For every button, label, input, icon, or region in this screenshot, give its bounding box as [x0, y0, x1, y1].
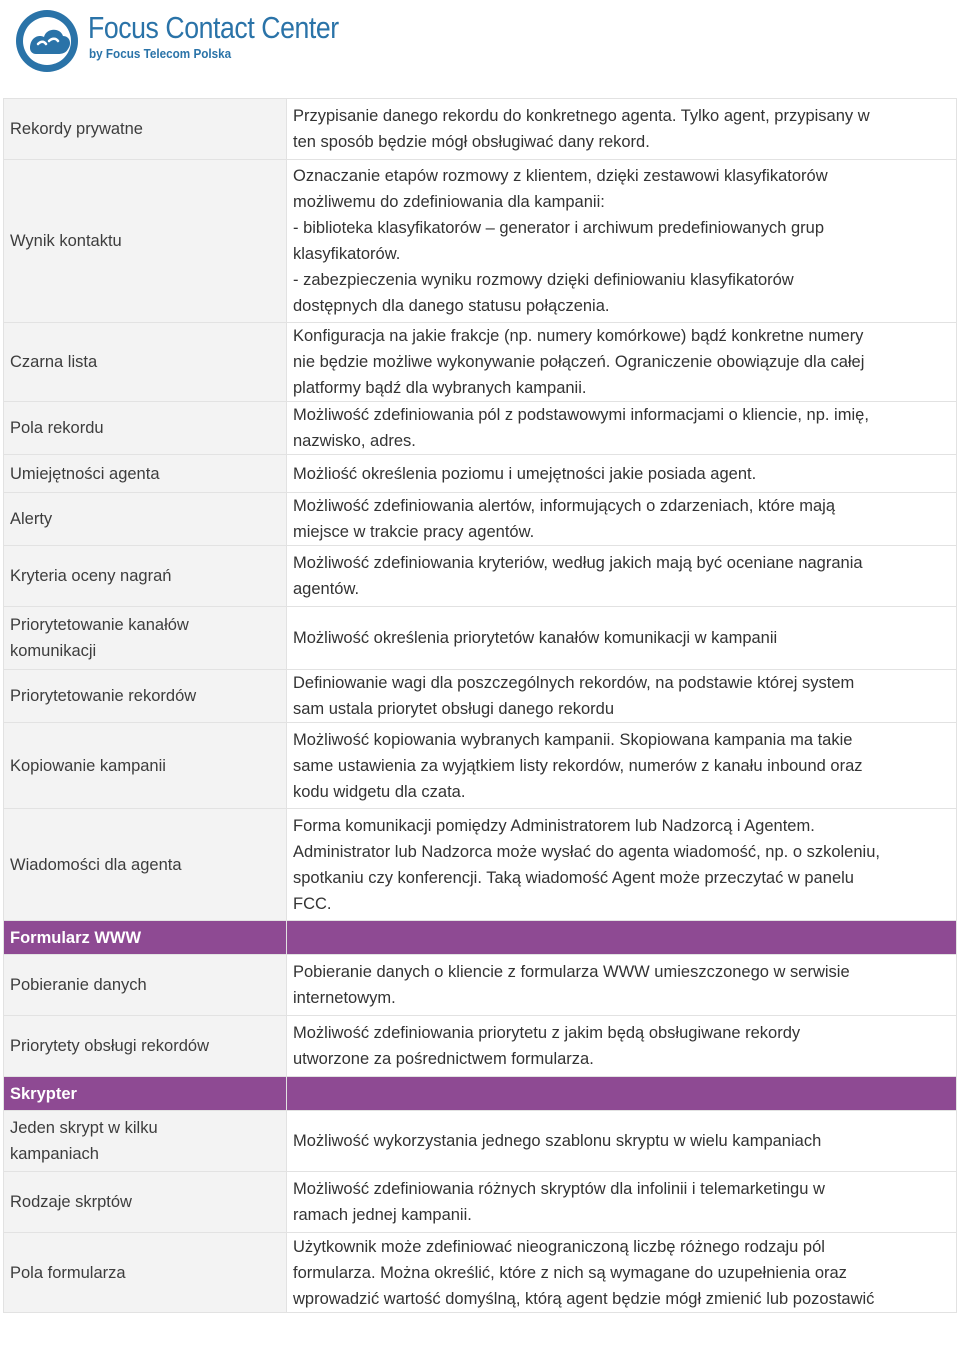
- feature-name: Rodzaje skrptów: [4, 1172, 287, 1233]
- description-line: spotkaniu czy konferencji. Taką wiadomość Agent może przeczytać w panelu: [293, 868, 854, 887]
- section-row: [4, 921, 957, 955]
- feature-name: [4, 607, 287, 670]
- feature-description: [287, 546, 957, 607]
- section-bar: [287, 1077, 957, 1111]
- table-row: [4, 809, 957, 921]
- description-line: Możliwość zdefiniowania pól z podstawowymi informacjami o kliencie, np. imię,: [293, 406, 869, 424]
- description-line: nazwisko, adres.: [293, 432, 416, 450]
- table-row: [4, 1111, 957, 1172]
- description-line: Możliwość zdefiniowania różnych skryptów dla infolinii i telemarketingu w: [293, 1180, 825, 1198]
- description-line: Możliwość zdefiniowania alertów, informujących o zdarzeniach, które mają: [293, 497, 835, 515]
- feature-name: Alerty: [4, 493, 287, 546]
- feature-description: [287, 402, 957, 455]
- feature-name: Rekordy prywatne: [4, 99, 287, 160]
- feature-name: Kryteria oceny nagrań: [4, 546, 287, 607]
- table-row: [4, 607, 957, 670]
- feature-description: [287, 99, 957, 160]
- feature-name: Pola formularza: [4, 1233, 287, 1313]
- feature-name: Wynik kontaktu: [4, 160, 287, 323]
- feature-description: [287, 1172, 957, 1233]
- description-line: ramach jednej kampanii.: [293, 1206, 472, 1224]
- page-header: [0, 0, 960, 90]
- description-line: - biblioteka klasyfikatorów – generator i archiwum predefiniowanych grup: [293, 219, 825, 237]
- feature-name-line: Priorytetowanie kanałów: [10, 616, 189, 634]
- description-line: sam ustala priorytet obsługi danego rekordu: [293, 700, 615, 718]
- section-bar: [287, 921, 957, 955]
- brand-name: Focus Contact Center: [88, 10, 339, 45]
- description-line: Możliwość wykorzystania jednego szablonu skryptu w wielu kampaniach: [293, 1132, 822, 1150]
- table-row: [4, 493, 957, 546]
- feature-name: Priorytety obsługi rekordów: [4, 1016, 287, 1077]
- description-line: ten sposób będzie mógł obsługiwać dany rekord.: [293, 133, 650, 151]
- feature-name: Pola rekordu: [4, 402, 287, 455]
- table-row: [4, 1016, 957, 1077]
- description-line: agentów.: [293, 580, 360, 598]
- feature-name: Wiadomości dla agenta: [4, 809, 287, 921]
- description-line: miejsce w trakcie pracy agentów.: [293, 523, 535, 541]
- feature-name: [4, 1111, 287, 1172]
- feature-name: Umiejętności agenta: [4, 455, 287, 493]
- description-line: internetowym.: [293, 989, 396, 1007]
- feature-description: [287, 493, 957, 546]
- description-line: Konfiguracja na jakie frakcje (np. numery komórkowe) bądź konkretne numery: [293, 327, 864, 345]
- description-line: Pobieranie danych o kliencie z formularza WWW umieszczonego w serwisie: [293, 963, 850, 981]
- feature-description: [287, 160, 957, 323]
- description-line: wprowadzić wartość domyślną, którą agent będzie mógł zmienić lub pozostawić: [293, 1289, 875, 1308]
- table-row: [4, 99, 957, 160]
- feature-name-line: Jeden skrypt w kilku: [10, 1119, 158, 1137]
- description-line: dostępnych dla danego statusu połączenia.: [293, 297, 610, 315]
- description-line: Użytkownik może zdefiniować nieograniczoną liczbę różnego rodzaju pól: [293, 1237, 825, 1256]
- description-line: same ustawienia za wyjątkiem listy rekordów, numerów z kanału inbound oraz: [293, 756, 863, 775]
- description-line: Oznaczanie etapów rozmowy z klientem, dzięki zestawowi klasyfikatorów: [293, 167, 828, 185]
- feature-description: [287, 1016, 957, 1077]
- feature-description: [287, 323, 957, 402]
- table-row: [4, 1172, 957, 1233]
- description-line: kodu widgetu dla czata.: [293, 782, 466, 801]
- table-row: [4, 723, 957, 809]
- feature-description: [287, 670, 957, 723]
- description-line: Możliwość zdefiniowania priorytetu z jakim będą obsługiwane rekordy: [293, 1024, 801, 1042]
- table-row: [4, 323, 957, 402]
- description-line: Możliwość zdefiniowania kryteriów, według jakich mają być oceniane nagrania: [293, 554, 863, 572]
- description-line: Forma komunikacji pomiędzy Administratorem lub Nadzorcą i Agentem.: [293, 816, 815, 835]
- table-row: [4, 955, 957, 1016]
- description-line: formularza. Można określić, które z nich są wymagane do uzupełnienia oraz: [293, 1263, 847, 1282]
- feature-name: Priorytetowanie rekordów: [4, 670, 287, 723]
- description-line: możliwemu do zdefiniowania dla kampanii:: [293, 193, 605, 211]
- description-line: Możliość określenia poziomu i umejętności jakie posiada agent.: [293, 464, 757, 483]
- description-line: Administrator lub Nadzorca może wysłać do agenta wiadomość, np. o szkoleniu,: [293, 842, 880, 861]
- section-title: Formularz WWW: [4, 921, 287, 955]
- description-line: nie będzie możliwe wykonywanie połączeń. Ograniczenie obowiązuje dla całej: [293, 353, 865, 371]
- feature-description: [287, 455, 957, 493]
- table-row: [4, 160, 957, 323]
- table-row: [4, 402, 957, 455]
- focus-logo-icon: [14, 8, 84, 74]
- feature-name: Czarna lista: [4, 323, 287, 402]
- table-row: [4, 546, 957, 607]
- description-line: Możliwość kopiowania wybranych kampanii. Skopiowana kampania ma takie: [293, 730, 853, 749]
- feature-name-line: komunikacji: [10, 642, 97, 660]
- section-title: Skrypter: [4, 1077, 287, 1111]
- feature-description: [287, 809, 957, 921]
- description-line: - zabezpieczenia wyniku rozmowy dzięki definiowaniu klasyfikatorów: [293, 271, 794, 289]
- table-row: [4, 670, 957, 723]
- description-line: klasyfikatorów.: [293, 245, 401, 263]
- description-line: Przypisanie danego rekordu do konkretnego agenta. Tylko agent, przypisany w: [293, 107, 870, 125]
- table-row: [4, 455, 957, 493]
- description-line: FCC.: [293, 894, 332, 913]
- feature-name: Kopiowanie kampanii: [4, 723, 287, 809]
- feature-description: [287, 607, 957, 670]
- table-row: [4, 1233, 957, 1313]
- description-line: platformy bądź dla wybranych kampanii.: [293, 379, 587, 397]
- feature-name: Pobieranie danych: [4, 955, 287, 1016]
- feature-description: [287, 723, 957, 809]
- brand-tagline: by Focus Telecom Polska: [89, 46, 232, 61]
- feature-description: [287, 1111, 957, 1172]
- feature-description: [287, 1233, 957, 1313]
- section-row: [4, 1077, 957, 1111]
- description-line: Możliwość określenia priorytetów kanałów komunikacji w kampanii: [293, 629, 778, 647]
- description-line: utworzone za pośrednictwem formularza.: [293, 1050, 594, 1068]
- feature-name-line: kampaniach: [10, 1145, 99, 1163]
- features-table: [3, 98, 957, 1313]
- feature-description: [287, 955, 957, 1016]
- description-line: Definiowanie wagi dla poszczególnych rekordów, na podstawie której system: [293, 674, 855, 692]
